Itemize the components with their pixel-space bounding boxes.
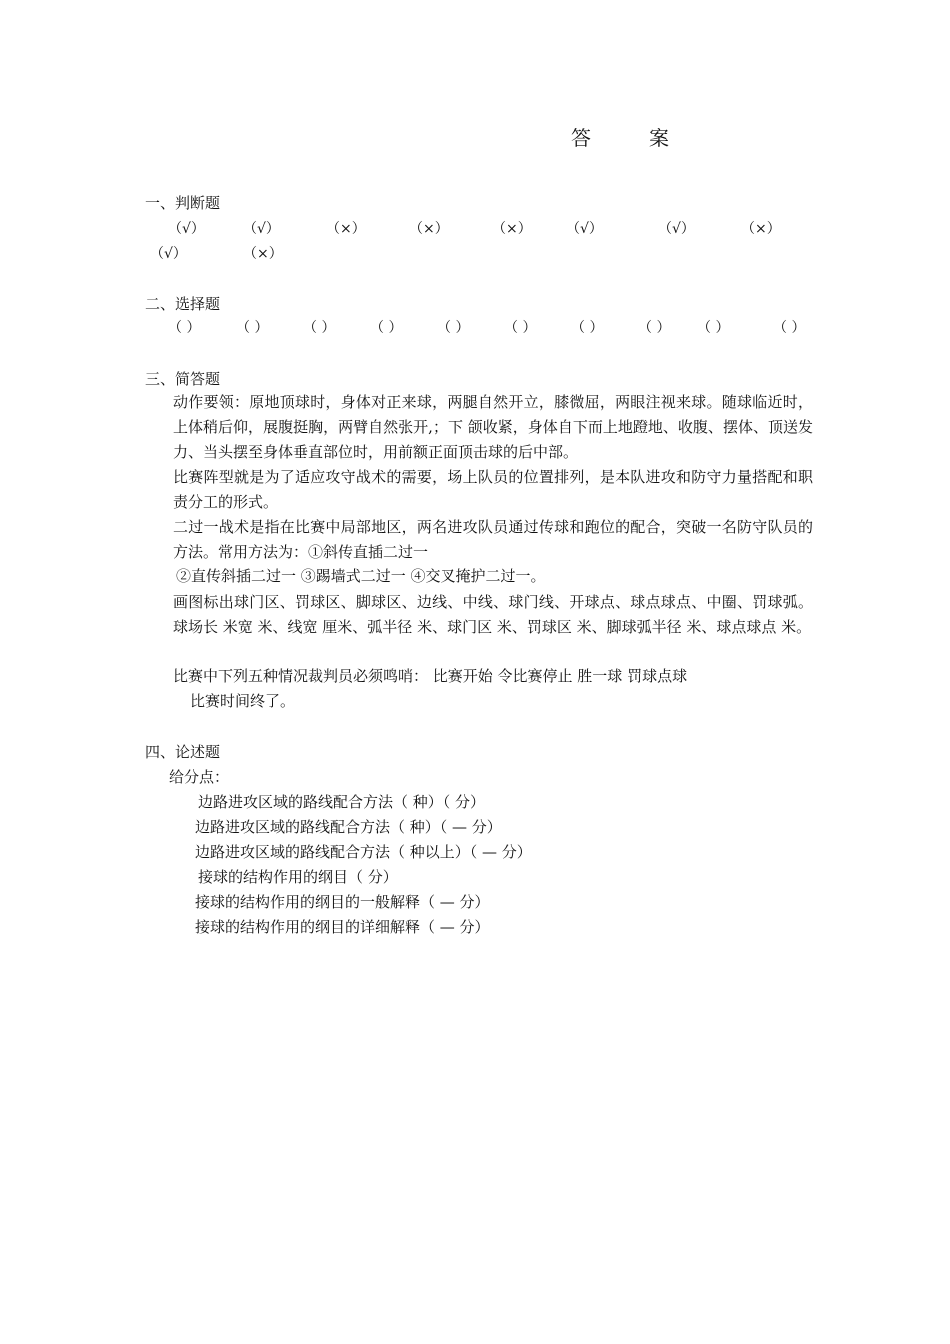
choice-answer: （ ） xyxy=(236,320,269,336)
judge-answer: （√） xyxy=(168,221,205,237)
judge-answer: （×） xyxy=(409,221,449,237)
essay-scoring-item: 边路进攻区域的路线配合方法（ 种）（ 分） xyxy=(198,793,486,811)
judge-answer: （√） xyxy=(150,246,187,262)
short-answer-2: 比赛阵型就是为了适应攻守战术的需要，场上队员的位置排列，是本队进攻和防守力量搭配和职责分工的形式。 xyxy=(173,468,813,511)
judge-answer: （×） xyxy=(243,246,283,262)
essay-intro: 给分点： xyxy=(169,768,230,786)
choice-answer: （ ） xyxy=(697,320,730,336)
choice-answer: （ ） xyxy=(638,320,671,336)
choice-answer: （ ） xyxy=(303,320,336,336)
judge-answer: （√） xyxy=(243,221,280,237)
essay-scoring-item: 接球的结构作用的纲目（ 分） xyxy=(198,868,398,886)
short-answer-3-methods: ②直传斜插二过一 ③踢墙式二过一 ④交叉掩护二过一。 xyxy=(176,567,546,585)
short-answer-3: 二过一战术是指在比赛中局部地区，两名进攻队员通过传球和跑位的配合，突破一名防守队员的方法。常用方法为：①斜传直插二过一 xyxy=(173,518,813,561)
choice-answer: （ ） xyxy=(437,320,470,336)
short-answer-5: 比赛中下列五种情况裁判员必须鸣哨： 比赛开始 令比赛停止 胜一球 罚球点球 xyxy=(173,667,688,685)
judge-answer: （×） xyxy=(492,221,532,237)
choice-answer: （ ） xyxy=(504,320,537,336)
judge-answers-row-1 xyxy=(0,218,950,240)
title-char-1: 答 xyxy=(571,126,591,150)
essay-scoring-item: 边路进攻区域的路线配合方法（ 种以上）（ — 分） xyxy=(195,843,532,861)
page-title xyxy=(571,122,669,151)
choice-answers-row xyxy=(0,317,950,339)
section-heading-essay: 四、论述题 xyxy=(145,743,221,761)
section-heading-judge: 一、判断题 xyxy=(145,194,221,212)
judge-answer: （×） xyxy=(741,221,781,237)
short-answer-4: 画图标出球门区、罚球区、脚球区、边线、中线、球门线、开球点、球点球点、中圈、罚球弧。球场长 米宽 米、线宽 厘米、弧半径 米、球门区 米、罚球区 米、脚球弧半径 米、球点球点 米。 xyxy=(173,593,813,636)
judge-answer: （√） xyxy=(658,221,695,237)
section-heading-choice: 二、选择题 xyxy=(145,295,221,313)
choice-answer: （ ） xyxy=(773,320,806,336)
judge-answer: （×） xyxy=(326,221,366,237)
judge-answers-row-2 xyxy=(0,243,950,265)
short-answer-5-end: 比赛时间终了。 xyxy=(190,692,296,710)
short-answer-1: 动作要领：原地顶球时，身体对正来球，两腿自然开立，膝微屈，两眼注视来球。随球临近时，上体稍后仰，展腹挺胸，两臂自然张开,；下 颌收紧，身体自下而上地蹬地、收腹、摆体、顶送发力、当头摆至身体垂直部位时，用前额正面顶击球的后中部。 xyxy=(173,393,813,461)
title-char-2: 案 xyxy=(649,126,669,150)
choice-answer: （ ） xyxy=(168,320,201,336)
essay-scoring-item: 接球的结构作用的纲目的详细解释（ — 分） xyxy=(195,918,490,936)
essay-scoring-item: 边路进攻区域的路线配合方法（ 种）（ — 分） xyxy=(195,818,502,836)
judge-answer: （√） xyxy=(566,221,603,237)
essay-scoring-item: 接球的结构作用的纲目的一般解释（ — 分） xyxy=(195,893,490,911)
choice-answer: （ ） xyxy=(571,320,604,336)
section-heading-short: 三、简答题 xyxy=(145,370,221,388)
choice-answer: （ ） xyxy=(370,320,403,336)
